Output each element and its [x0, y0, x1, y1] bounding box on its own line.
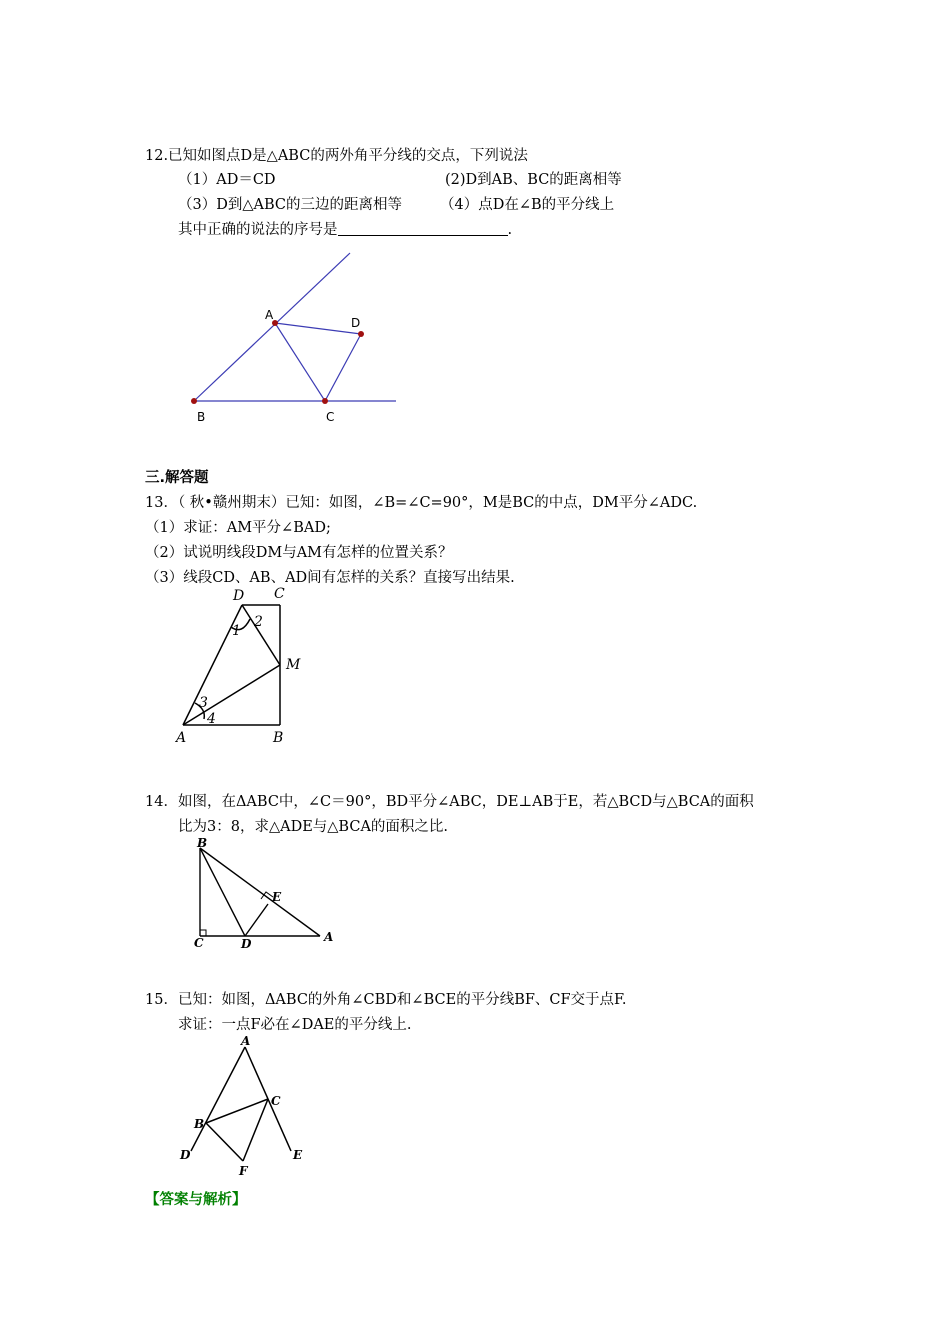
- q12-prompt: 其中正确的说法的序号是 .: [178, 222, 513, 238]
- q15-stem: 15．已知：如图，ΔABC的外角∠CBD和∠BCE的平分线BF、CF交于点F.: [145, 992, 627, 1008]
- label-a: A: [241, 1034, 251, 1048]
- q13-figure: [170, 583, 320, 748]
- label-e: E: [272, 890, 282, 904]
- label-f: F: [239, 1164, 248, 1178]
- q14-stem: 14．如图，在ΔABC中，∠C＝90°，BD平分∠ABC，DE⊥AB于E，若△BCD与△BCA的面积: [145, 794, 754, 810]
- q15-stem-2: 求证：一点F必在∠DAE的平分线上.: [178, 1017, 412, 1033]
- label-d: D: [233, 588, 245, 604]
- point-c: [322, 398, 328, 404]
- q13-part-3: （3）线段CD、AB、AD间有怎样的关系？直接写出结果.: [145, 570, 515, 586]
- label-b: B: [197, 836, 208, 850]
- q12-stem: 12.已知如图点D是△ABC的两外角平分线的交点，下列说法: [145, 148, 528, 164]
- label-b: B: [197, 410, 206, 424]
- angle-3-label: 3: [199, 695, 208, 711]
- q12-option-2: (2)D到AB、BC的距离相等: [445, 172, 622, 188]
- q12-option-4: （4）点D在∠B的平分线上: [440, 197, 615, 213]
- point-d: [358, 331, 364, 337]
- label-a: A: [324, 930, 334, 944]
- q15-figure: [175, 1033, 315, 1183]
- label-d: D: [241, 937, 252, 951]
- q13-part-2: （2）试说明线段DM与AM有怎样的位置关系？: [145, 545, 453, 561]
- q12-option-1: （1）AD＝CD: [178, 172, 276, 188]
- section-title: 三.解答题: [145, 470, 209, 486]
- label-a: A: [265, 308, 274, 322]
- label-m: M: [286, 657, 301, 673]
- label-d: D: [180, 1148, 191, 1162]
- angle-1-label: 1: [232, 623, 241, 639]
- q12-figure: [180, 245, 410, 435]
- label-d: D: [351, 316, 361, 330]
- q14-stem-2: 比为3：8，求△ADE与△BCA的面积之比.: [178, 819, 449, 835]
- label-a: A: [176, 730, 187, 746]
- label-c: C: [271, 1094, 281, 1108]
- label-b: B: [194, 1117, 205, 1131]
- label-c: C: [274, 586, 285, 602]
- label-c: C: [194, 936, 204, 950]
- q12-option-3: （3）D到△ABC的三边的距离相等: [178, 197, 402, 213]
- label-c: C: [326, 410, 335, 424]
- angle-2-label: 2: [254, 614, 263, 630]
- label-b: B: [273, 730, 284, 746]
- answer-heading: 【答案与解析】: [145, 1192, 247, 1208]
- answer-blank[interactable]: [338, 221, 508, 236]
- q13-stem: 13．（ 秋•赣州期末）已知：如图，∠B=∠C=90°，M是BC的中点，DM平分∠ADC.: [145, 495, 698, 511]
- label-e: E: [293, 1148, 303, 1162]
- q13-part-1: （1）求证：AM平分∠BAD;: [145, 520, 331, 536]
- point-b: [191, 398, 197, 404]
- q14-figure: [190, 835, 350, 950]
- angle-4-label: 4: [207, 711, 216, 727]
